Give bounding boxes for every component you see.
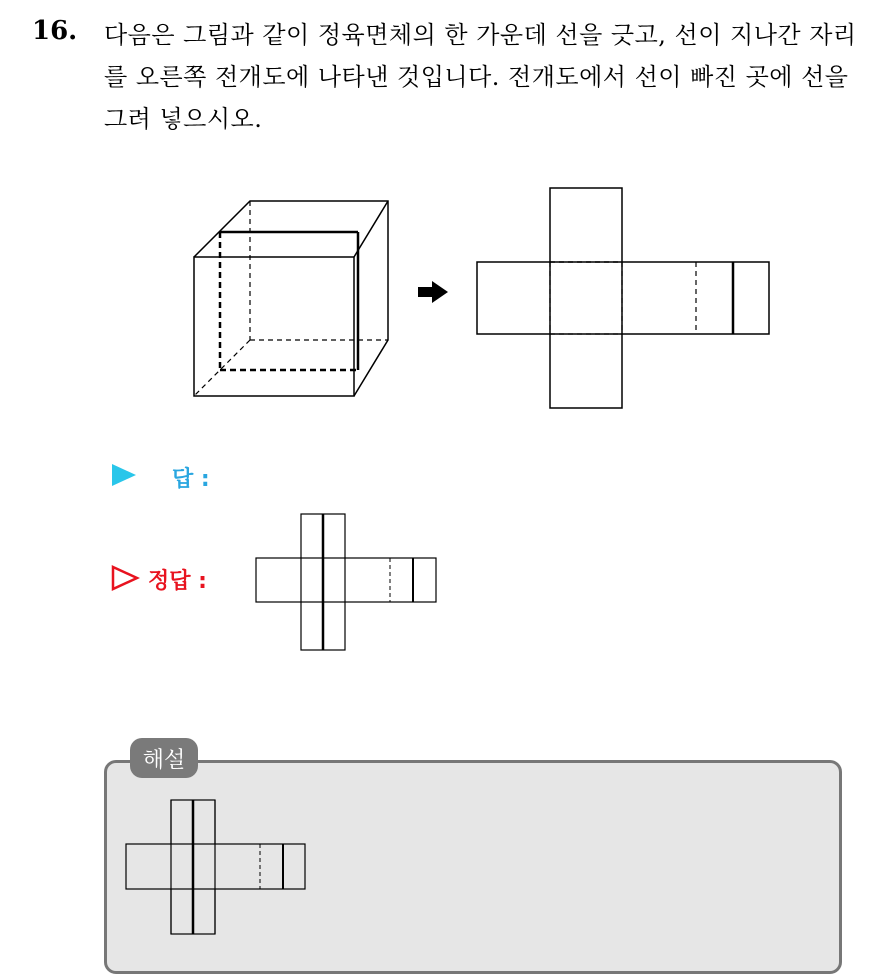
net-figure	[476, 188, 776, 418]
right-arrow-icon	[418, 281, 448, 303]
answer-label: 답 :	[172, 467, 210, 492]
correct-net-figure	[256, 514, 446, 654]
answer-marker-icon	[112, 464, 136, 486]
explanation-tab: 해설	[130, 738, 198, 778]
question-number: 16.	[32, 16, 78, 46]
question-text: 다음은 그림과 같이 정육면체의 한 가운데 선을 긋고, 선이 지나간 자리를 오른쪽 전개도에 나타낸 것입니다. 전개도에서 선이 빠진 곳에 선을 그려 넣으시오.	[104, 21, 857, 133]
correct-marker-icon	[111, 565, 141, 591]
correct-answer-label: 정답 :	[148, 569, 207, 594]
explanation-net-figure	[126, 800, 316, 940]
